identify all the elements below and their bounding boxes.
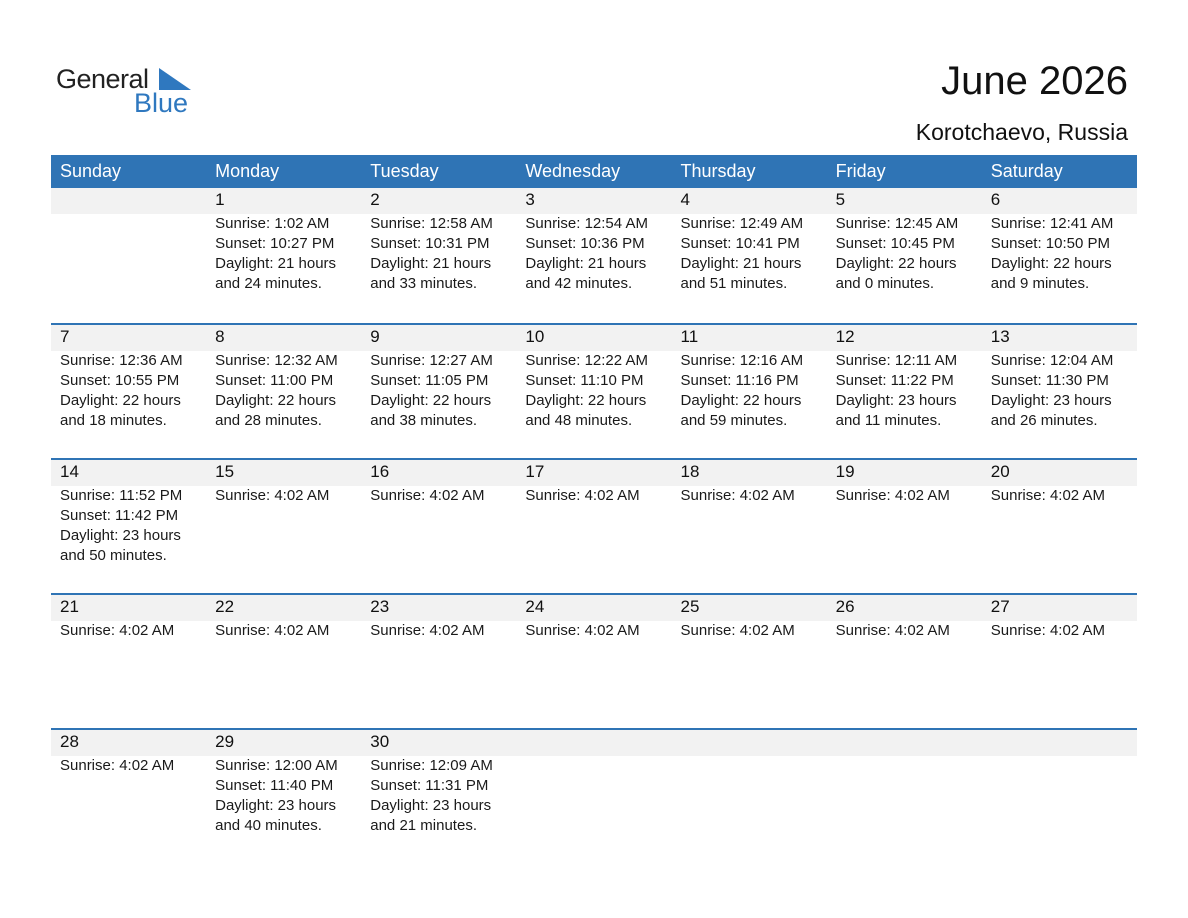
day-cell [672,458,827,566]
day-info-line: Sunrise: 4:02 AM [370,622,485,639]
day-cell [827,323,982,431]
day-info-line: Sunset: 11:10 PM [525,372,644,389]
day-info [60,486,206,566]
day-info-line: Sunrise: 12:11 AM [835,352,958,369]
weekday-wednesday: Wednesday [525,161,621,181]
day-info-line: Daylight: 22 hours [370,392,492,409]
day-info-line: and 18 minutes. [60,412,167,429]
day-info-line: Sunset: 11:05 PM [370,372,489,389]
day-number: 11 [680,327,699,346]
day-info-line: and 48 minutes. [525,412,633,429]
day-cell [361,323,516,431]
week-cells [51,593,1137,641]
day-info-line: Daylight: 22 hours [835,255,957,272]
calendar-grid [51,155,1137,863]
day-cell [206,323,361,431]
day-info [215,214,361,294]
day-info-line: Sunrise: 12:09 AM [370,757,493,774]
day-info [681,214,827,294]
day-info [525,486,671,506]
day-info-line: Sunset: 11:42 PM [60,507,179,524]
day-number: 1 [215,190,225,209]
day-info-line: Sunset: 11:31 PM [370,777,489,794]
day-number: 9 [370,327,380,346]
day-info [681,351,827,431]
day-cell [982,458,1137,566]
day-info-line: Sunrise: 4:02 AM [215,487,330,504]
day-cell [206,728,361,836]
day-info-line: Sunrise: 4:02 AM [525,622,640,639]
day-info-line: and 11 minutes. [835,412,942,429]
day-number: 18 [680,462,700,481]
day-number [525,728,671,752]
day-info-line: Sunset: 11:16 PM [680,372,799,389]
weekday-tuesday: Tuesday [370,161,439,181]
day-info-line: Sunrise: 12:54 AM [525,215,648,232]
day-info [215,621,361,641]
day-info-line: Daylight: 21 hours [525,255,647,272]
day-cell [672,593,827,641]
day-info-line: Sunset: 11:22 PM [835,372,954,389]
day-info-line: Sunrise: 4:02 AM [215,622,330,639]
day-info [991,351,1137,431]
day-number: 2 [370,190,380,209]
day-info-line: Sunrise: 12:22 AM [525,352,648,369]
day-info-line: and 42 minutes. [525,275,633,292]
day-info-line: Sunrise: 12:16 AM [680,352,804,369]
day-info-line: Sunrise: 12:45 AM [835,215,959,232]
brand-logo [56,62,196,118]
day-cell [361,593,516,641]
weekday-saturday: Saturday [990,161,1063,181]
day-info-line: Sunset: 11:00 PM [215,372,334,389]
week-cells [51,188,1137,294]
day-info-line: Daylight: 23 hours [215,797,337,814]
week-cells [51,323,1137,431]
day-cell [827,593,982,641]
day-info-line: and 9 minutes. [990,275,1090,292]
day-number: 25 [680,597,700,616]
day-info [991,621,1137,641]
day-info-line: Sunrise: 4:02 AM [990,622,1105,639]
day-number [836,728,982,752]
weekday-monday: Monday [215,161,280,181]
day-info [60,756,206,776]
weekday-sunday: Sunday [60,161,122,181]
day-number: 22 [215,597,235,616]
day-number: 14 [60,462,79,481]
day-info-line: Daylight: 21 hours [680,255,802,272]
day-number: 23 [370,597,390,616]
day-info-line: Daylight: 21 hours [215,255,337,272]
day-cell [672,728,827,836]
day-info-line: Sunrise: 12:27 AM [370,352,493,369]
day-number: 10 [525,327,545,346]
day-number: 3 [525,190,535,209]
day-info-line: and 28 minutes. [215,412,322,429]
weekday-thursday: Thursday [680,161,756,181]
day-info [215,351,361,431]
day-info [525,351,671,431]
day-info-line: Sunrise: 12:58 AM [370,215,493,232]
day-cell [516,188,671,294]
day-info-line: Sunset: 10:27 PM [215,235,335,252]
day-info [215,756,361,836]
weeks-container [51,188,1137,863]
day-cell [206,593,361,641]
day-info-line: Sunrise: 1:02 AM [215,215,330,232]
day-cell [51,593,206,641]
day-info-line: Sunrise: 12:32 AM [215,352,338,369]
day-info-line: Sunrise: 4:02 AM [680,487,795,504]
day-number [60,188,206,210]
day-info [836,621,982,641]
day-cell [516,323,671,431]
day-info-line: Sunrise: 4:02 AM [60,622,175,639]
day-cell [982,323,1137,431]
day-info-line: and 24 minutes. [215,275,322,292]
day-number: 17 [525,462,545,481]
day-info [681,486,827,506]
day-cell [51,323,206,431]
day-number: 26 [835,597,855,616]
day-info [991,214,1137,294]
day-info-line: and 33 minutes. [370,275,477,292]
day-number: 21 [60,597,79,616]
day-info-line: Daylight: 23 hours [990,392,1112,409]
day-cell [982,593,1137,641]
day-info-line: and 50 minutes. [60,547,167,564]
week-cells [51,728,1137,836]
logo-text-general: General [56,64,149,94]
day-info-line: Sunrise: 4:02 AM [835,622,950,639]
day-info-line: Sunrise: 12:04 AM [990,352,1114,369]
day-info-line: Sunrise: 12:36 AM [60,352,183,369]
day-info-line: Daylight: 22 hours [525,392,647,409]
day-cell [51,188,206,294]
day-cell [361,188,516,294]
day-number: 30 [370,732,390,751]
week-row [51,728,1137,863]
day-cell [982,728,1137,836]
day-cell [516,458,671,566]
day-info [681,621,827,641]
day-info [215,486,361,506]
day-cell [827,458,982,566]
day-info-line: Daylight: 22 hours [60,392,181,409]
day-number: 19 [835,462,855,481]
day-info-line: Sunrise: 12:00 AM [215,757,338,774]
day-number: 29 [215,732,235,751]
day-cell [51,458,206,566]
weekday-friday: Friday [835,161,886,181]
day-number: 7 [60,327,70,346]
day-cell [982,188,1137,294]
day-info-line: Sunset: 10:55 PM [60,372,180,389]
day-info-line: Daylight: 22 hours [215,392,337,409]
day-info-line: Sunset: 10:45 PM [835,235,955,252]
day-info-line: Sunrise: 12:41 AM [990,215,1114,232]
day-number: 12 [835,327,855,346]
day-number: 28 [60,732,79,751]
day-info-line: Daylight: 22 hours [990,255,1112,272]
day-info-line: Sunrise: 4:02 AM [370,487,485,504]
day-info-line: Sunset: 10:31 PM [370,235,490,252]
day-info-line: Sunset: 11:40 PM [215,777,334,794]
day-cell [361,728,516,836]
day-number: 5 [835,190,846,209]
day-cell [516,593,671,641]
day-number: 15 [215,462,235,481]
day-info-line: Sunrise: 4:02 AM [990,487,1105,504]
day-info-line: and 0 minutes. [835,275,935,292]
day-info-line: Sunrise: 4:02 AM [835,487,950,504]
day-info [60,351,206,431]
day-cell [206,458,361,566]
day-info [60,621,206,641]
day-number [991,728,1137,752]
day-info-line: and 26 minutes. [990,412,1098,429]
day-info-line: Sunset: 10:36 PM [525,235,645,252]
weekday-header [51,155,1137,188]
day-number: 13 [990,327,1010,346]
day-info-line: Sunset: 10:50 PM [990,235,1110,252]
week-row [51,593,1137,728]
day-number: 24 [525,597,545,616]
day-number: 6 [990,190,1001,209]
day-info [836,351,982,431]
week-cells [51,458,1137,566]
day-number: 16 [370,462,390,481]
day-info-line: Daylight: 21 hours [370,255,492,272]
day-number [681,728,827,752]
day-info-line: Sunrise: 11:52 PM [60,487,183,504]
day-info-line: Sunrise: 4:02 AM [525,487,640,504]
day-cell [516,728,671,836]
day-info-line: Daylight: 23 hours [835,392,957,409]
day-info-line: Sunrise: 12:49 AM [680,215,804,232]
day-number: 8 [215,327,225,346]
day-info-line: and 59 minutes. [680,412,788,429]
day-cell [361,458,516,566]
day-info-line: Daylight: 22 hours [680,392,802,409]
day-info [836,214,982,294]
logo-triangle-icon [159,68,191,90]
day-info [370,486,516,506]
week-row [51,458,1137,593]
week-row [51,323,1137,458]
day-number: 27 [990,597,1010,616]
day-number: 20 [990,462,1010,481]
day-info [836,486,982,506]
day-cell [827,728,982,836]
day-cell [672,323,827,431]
day-info-line: and 40 minutes. [215,817,322,834]
day-info [370,621,516,641]
day-cell [672,188,827,294]
day-info [370,351,516,431]
day-info [525,621,671,641]
day-cell [827,188,982,294]
day-info-line: Sunrise: 4:02 AM [60,757,175,774]
location-subtitle: Korotchaevo, Russia [915,119,1128,145]
day-info-line: Daylight: 23 hours [370,797,492,814]
week-row [51,188,1137,323]
day-info [525,214,671,294]
day-cell [206,188,361,294]
day-info-line: and 21 minutes. [370,817,477,834]
day-info-line: and 51 minutes. [680,275,788,292]
day-info-line: Daylight: 23 hours [60,527,181,544]
day-info [370,214,516,294]
day-info [370,756,516,836]
logo-text-blue: Blue [134,88,189,118]
day-number: 4 [680,190,690,209]
page-title: June 2026 [941,59,1128,103]
day-info [991,486,1137,506]
day-cell [51,728,206,836]
day-info-line: Sunset: 11:30 PM [990,372,1109,389]
day-info-line: Sunrise: 4:02 AM [680,622,795,639]
day-info-line: Sunset: 10:41 PM [680,235,800,252]
day-info-line: and 38 minutes. [370,412,477,429]
